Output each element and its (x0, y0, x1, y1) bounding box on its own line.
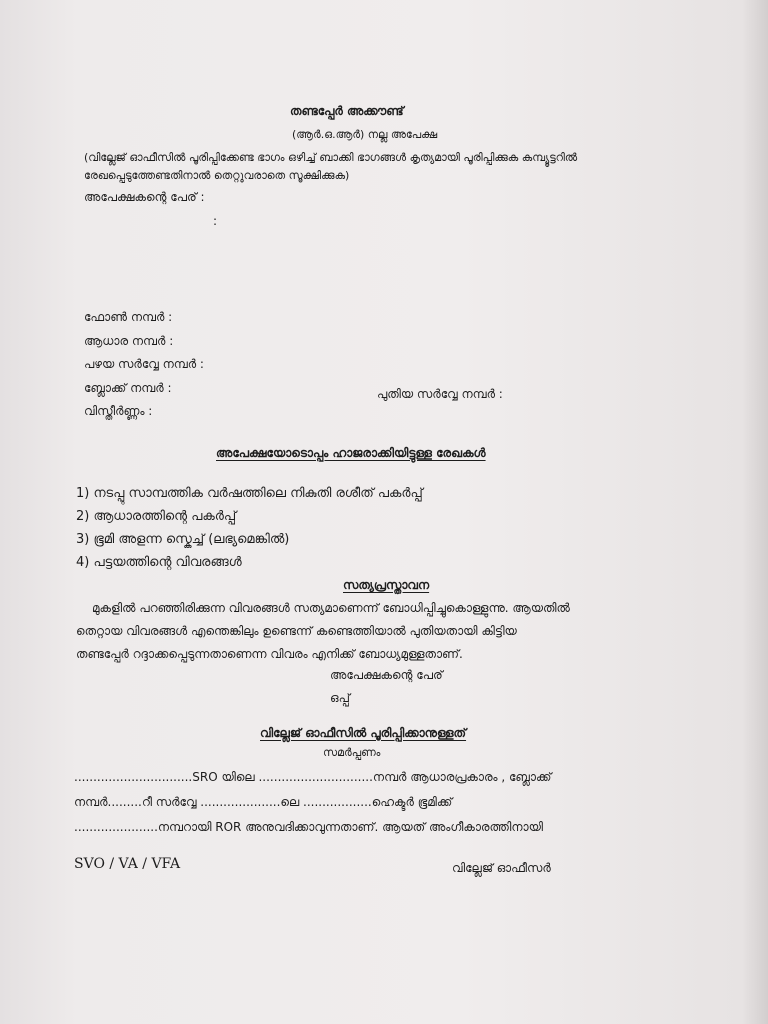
old-survey-number-label: പഴയ സർവ്വേ നമ്പർ : (84, 357, 204, 371)
address-colon: : (213, 214, 218, 228)
submission-label: സമർപ്പണം (323, 746, 381, 759)
office-line-1: ...............................SRO യിലെ ..............................നമ്പർ ആധാരപ്രകാരം , ബ്ലോക്ക് (74, 770, 552, 784)
phone-number-label: ഫോൺ നമ്പർ : (84, 310, 173, 324)
svo-va-vfa-label: SVO / VA / VFA (74, 856, 181, 872)
document-item-1: 1) നടപ്പു സാമ്പത്തിക വർഷത്തിലെ നികുതി രശീത് പകർപ്പ് (76, 486, 423, 501)
document-item-4: 4) പട്ടയത്തിന്റെ വിവരങ്ങൾ (76, 555, 242, 570)
form-subtitle: (ആർ.ഒ.ആർ) നല്ല അപേക്ഷ (292, 128, 438, 141)
area-label: വിസ്തീർണ്ണം : (84, 404, 153, 418)
document-item-2: 2) ആധാരത്തിന്റെ പകർപ്പ് (76, 509, 237, 524)
declaration-line-2: തെറ്റായ വിവരങ്ങൾ എന്തെങ്കിലും ഉണ്ടെന്ന് കണ്ടെത്തിയാൽ പുതിയതായി കിട്ടിയ (76, 624, 517, 638)
aadhaar-number-label: ആധാര നമ്പർ : (84, 334, 174, 348)
office-line-2: നമ്പർ.........റീ സർവ്വേ .....................ലെ ..................ഹെക്ടർ ഭൂമിക്ക് (74, 795, 453, 809)
new-survey-number-label: പുതിയ സർവ്വേ നമ്പർ : (377, 387, 503, 401)
village-office-heading: വില്ലേജ് ഓഫീസിൽ പൂരിപ്പിക്കാനുള്ളത് (260, 726, 467, 740)
applicant-name-label: അപേക്ഷകന്റെ പേര് : (84, 190, 205, 204)
instruction-line-2: രേഖപ്പെടുത്തേണ്ടതിനാൽ തെറ്റുവരാതെ സൂക്ഷിക്കുക) (84, 169, 350, 182)
page-edge-shadow (742, 0, 768, 1024)
village-officer-label: വില്ലേജ് ഓഫീസർ (452, 861, 551, 875)
block-number-label: ബ്ലോക്ക് നമ്പർ : (84, 381, 172, 395)
document-item-3: 3) ഭൂമി അളന്ന സ്കെച്ച് (ലഭ്യമെങ്കിൽ) (76, 532, 290, 547)
declaration-heading: സത്യപ്രസ്താവന (343, 578, 430, 592)
office-line-3: ......................നമ്പറായി ROR അനുവദിക്കാവുന്നതാണ്. ആയത് അംഗീകാരത്തിനായി (74, 820, 543, 834)
documents-heading: അപേക്ഷയോടൊപ്പം ഹാജരാക്കിയിട്ടുള്ള രേഖകൾ (216, 446, 486, 460)
declaration-line-1: മുകളിൽ പറഞ്ഞിരിക്കുന്ന വിവരങ്ങൾ സത്യമാണെന്ന് ബോധിപ്പിച്ചുകൊള്ളുന്നു. ആയതിൽ (92, 601, 570, 615)
declaration-line-3: തണ്ടപ്പേർ റദ്ദാക്കപ്പെടുന്നതാണെന്ന വിവരം എനിക്ക് ബോധ്യമുള്ളതാണ്. (76, 647, 463, 661)
form-title: തണ്ടപ്പേർ അക്കൗണ്ട് (290, 104, 404, 118)
signature-label: ഒപ്പ് (330, 691, 350, 705)
applicant-name-signature-label: അപേക്ഷകന്റെ പേര് (330, 668, 443, 682)
instruction-line-1: (വില്ലേജ് ഓഫീസിൽ പൂരിപ്പിക്കേണ്ട ഭാഗം ഒഴിച്ച് ബാക്കി ഭാഗങ്ങൾ കൃത്യമായി പൂരിപ്പിക്കുക കമ്പ്യൂട്ടറിൽ (84, 151, 578, 164)
